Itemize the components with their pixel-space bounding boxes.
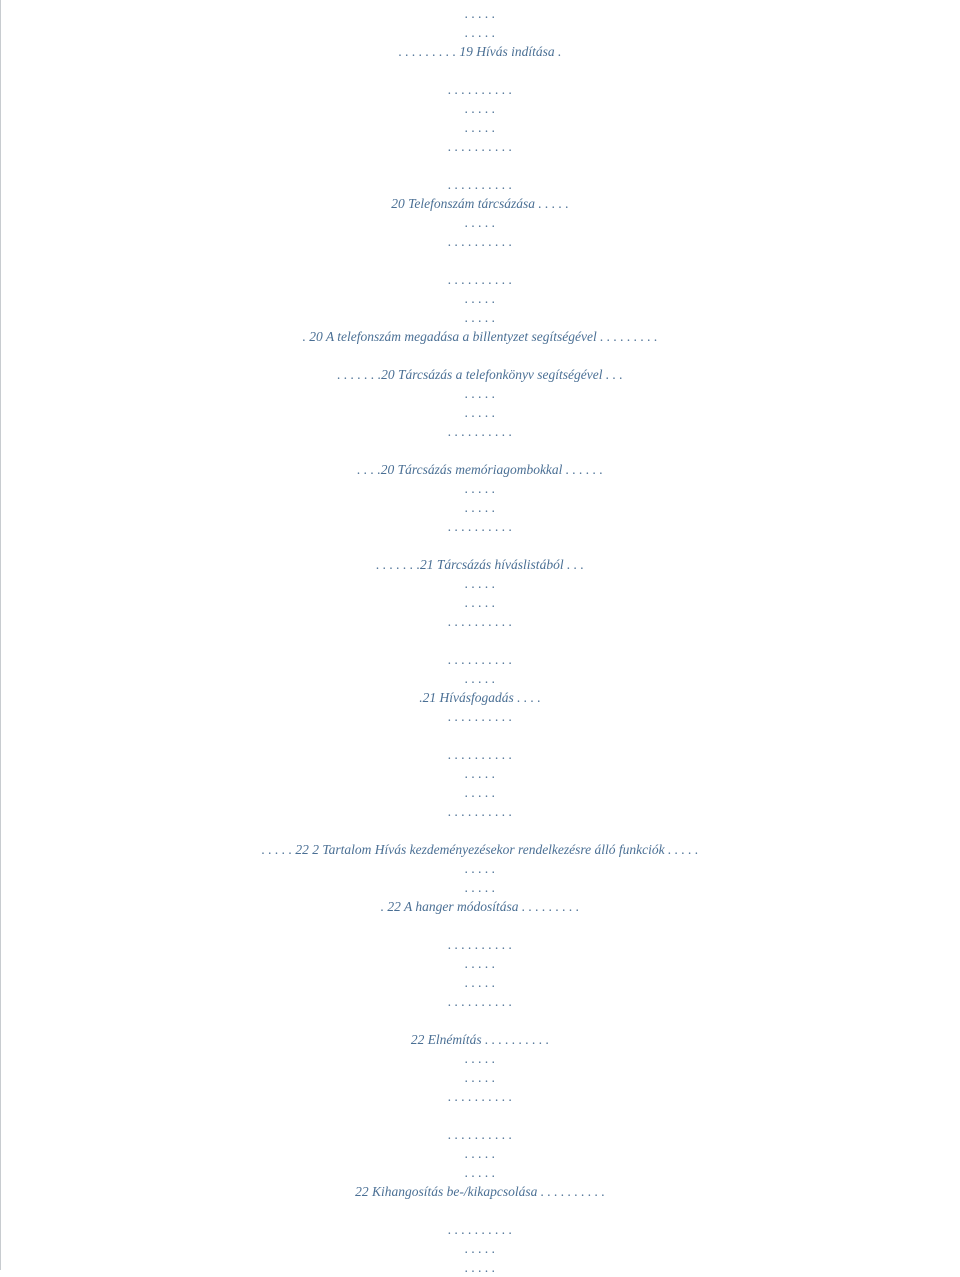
toc-line: . . . . . (464, 766, 496, 781)
toc-line: . . . . . . . . . . (447, 709, 513, 724)
toc-line: . . . . . (464, 1070, 496, 1085)
toc-line: .21 Hívásfogadás . . . . (419, 690, 541, 705)
toc-line (0, 1011, 960, 1030)
toc-line (0, 821, 960, 840)
toc-line: . . . . . (464, 956, 496, 971)
toc-line: . . . . . (464, 120, 496, 135)
toc-line: . . . . . (464, 595, 496, 610)
toc-line: . . . . . . . . . . (447, 177, 513, 192)
toc-line: . . . . . (464, 671, 496, 686)
toc-line: . . . . . (464, 310, 496, 325)
toc-line: . . . . . (464, 25, 496, 40)
toc-line: . . . . . (464, 405, 496, 420)
toc-line: . . . . . . . . . . (447, 424, 513, 439)
toc-line: . . . . . (464, 215, 496, 230)
toc-line: . . . . . (464, 1165, 496, 1180)
toc-line: . . . . . . . . . . (447, 747, 513, 762)
toc-line (0, 916, 960, 935)
toc-line: . . . . . . . . . . (447, 1089, 513, 1104)
toc-line: 22 Elnémítás . . . . . . . . . . (410, 1032, 550, 1047)
toc-line: . . . . . . . . . . (447, 1222, 513, 1237)
toc-line: . . . . . (464, 861, 496, 876)
toc-line: . . . . . (464, 576, 496, 591)
toc-line: . . . . . 22 2 Tartalom Hívás kezdeményezésekor rendelkezésre álló funkciók . . . . . (261, 842, 699, 857)
toc-line: . . . . . (464, 500, 496, 515)
toc-line: . 20 A telefonszám megadása a billentyzet segítségével . . . . . . . . . (302, 329, 658, 344)
toc-line: . . . . . . . . . . (447, 937, 513, 952)
toc-line: . . . . . (464, 1241, 496, 1256)
toc-line: 22 Kihangosítás be-/kikapcsolása . . . . . . . . . . (355, 1184, 605, 1199)
toc-line (0, 726, 960, 745)
toc-line: . . . . . (464, 481, 496, 496)
toc-line (0, 346, 960, 365)
toc-line: . . . . . . . . . . (447, 139, 513, 154)
toc-line: . . . . . (464, 1260, 496, 1275)
toc-line: . . . . . . . . . . (447, 519, 513, 534)
toc-line (0, 441, 960, 460)
toc-line: . . . . . (464, 880, 496, 895)
toc-line: . . . . . (464, 1051, 496, 1066)
toc-line: . . . . . . . . . 19 Hívás indítása . (398, 44, 562, 59)
toc-line: . . . . . . . . . . (447, 234, 513, 249)
toc-line (0, 631, 960, 650)
toc-line: . . . . . (464, 975, 496, 990)
toc-line: . . . . . . . . . . (447, 82, 513, 97)
toc-line: . . . . . . . . . . (447, 614, 513, 629)
toc-line: . . . . . . . . . . (447, 652, 513, 667)
toc-line: . . . . . (464, 6, 496, 21)
toc-line: . . . . . . . . . . (447, 804, 513, 819)
toc-line: . . . . . (464, 101, 496, 116)
toc-line: . . . . . . . . . . (447, 1127, 513, 1142)
toc-line: . 22 A hanger módosítása . . . . . . . . . (380, 899, 580, 914)
toc-line: . . . .20 Tárcsázás memóriagombokkal . . . . . . (357, 462, 603, 477)
toc-line (0, 251, 960, 270)
toc-line: . . . . . . .21 Tárcsázás híváslistából . . . (376, 557, 584, 572)
toc-line (0, 1106, 960, 1125)
toc-line: . . . . . . .20 Tárcsázás a telefonkönyv segítségével . . . (337, 367, 623, 382)
toc-line: 20 Telefonszám tárcsázása . . . . . (391, 196, 569, 211)
toc-line: . . . . . (464, 291, 496, 306)
toc-line: . . . . . . . . . . (447, 994, 513, 1009)
toc-line (0, 1201, 960, 1220)
toc-line: . . . . . (464, 386, 496, 401)
toc-line: . . . . . (464, 785, 496, 800)
toc-line (0, 536, 960, 555)
toc-line (0, 61, 960, 80)
toc-line: . . . . . . . . . . (447, 272, 513, 287)
toc-line (0, 156, 960, 175)
toc-line: . . . . . (464, 1146, 496, 1161)
